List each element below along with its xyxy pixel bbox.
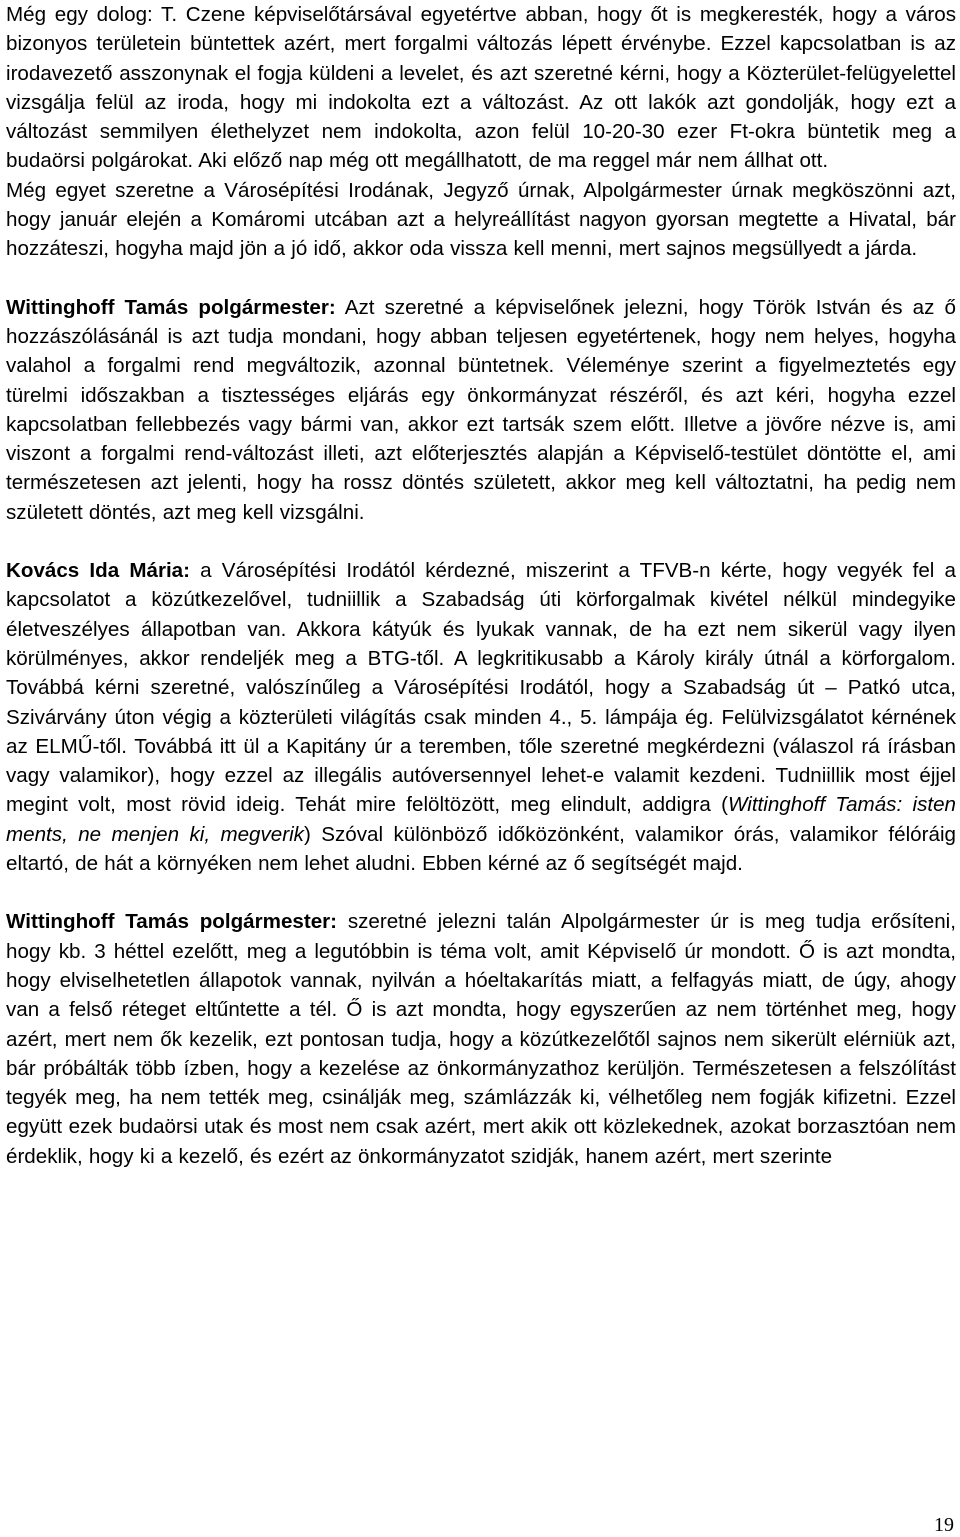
paragraph-polgarmester-2 bbox=[6, 907, 956, 1171]
paragraph-text: Még egyet szeretne a Városépítési Irodának, Jegyző úrnak, Alpolgármester úrnak megköszönni azt, hogy január elején a Komáromi utcában azt a helyreállítást nagyon gyorsan megtette a Hivatal, bár hozzáteszi, hogyha majd jön a jó idő, akkor oda vissza kell menni, mert sajnos megsüllyedt a járda. bbox=[6, 178, 956, 261]
paragraph-komaromi-utca bbox=[6, 176, 956, 264]
paragraph-spacer bbox=[6, 878, 956, 907]
paragraph-text: Azt szeretné a képviselőnek jelezni, hogy Török István és az ő hozzászólásánál is azt tudja mondani, hogy abban teljesen egyetértenek, hogy nem helyes, hogyha valahol a forgalmi rend megváltozik, azonnal büntetnek. Véleménye szerint a figyelmeztetés egy türelmi időszakban a tisztességes eljárás egy önkormányzat részéről, és azt kéri, hogyha ezzel kapcsolatban fellebbezés vagy bármi van, akkor ezt tartsák szem előtt. Illetve a jövőre nézve is, ami viszont a forgalmi rend-változást illeti, azt előterjesztés alapján a Képviselő-testület döntötte el, ami természetesen azt jelenti, hogy ha rossz döntés született, akkor meg kell változtatni, ha pedig nem született döntés, azt meg kell vizsgálni. bbox=[6, 295, 956, 524]
paragraph-forgalmi-valtozas bbox=[6, 0, 956, 176]
paragraph-spacer bbox=[6, 527, 956, 556]
paragraph-text: a Városépítési Irodától kérdezné, miszerint a TFVB-n kérte, hogy vegyék fel a kapcsolatot a közútkezelővel, tudniillik a Szabadság úti körforgalmak kivétel nélkül mindegyike életveszélyes állapotban van. Akkora kátyúk és lyukak vannak, de ha ezt nem sikerül vagy ilyen körülményes, akkor rendeljék meg a BTG-től. A legkritikusabb a Károly király útnál a körforgalom. Továbbá kérni szeretné, valószínűleg a Városépítési Irodától, hogy a Szabadság út – Patkó utca, Szivárvány úton végig a közterületi világítás csak minden 4., 5. lámpája ég. Felülvizsgálatot kérnének az ELMŰ-től. Továbbá itt ül a Kapitány úr a teremben, tőle szeretné megkérdezni (válaszol rá írásban vagy valamikor), hogy ezzel az illegális autóversennyel lehet-e valamit kezdeni. Tudniillik most éjjel megint volt, most rövid ideig. Tehát mire felöltözött, meg elindult, addigra ( bbox=[6, 559, 956, 817]
paragraph-text: Még egy dolog: T. Czene képviselőtársával egyetértve abban, hogy őt is megkeresték, hogy a város bizonyos területein büntettek azért, mert forgalmi változás lépett érvénybe. Ezzel kapcsolatban is az irodavezető asszonynak el fogja küldeni a levelet, és azt szeretné kérni, hogy a Közterület-felügyelettel vizsgálja felül az iroda, hogy mi indokolta ezt a változást. Az ott lakók azt gondolják, hogy ezt a változást semmilyen élethelyzet nem indokolta, azon felül 10-20-30 ezer Ft-okra büntetik meg a budaörsi polgárokat. Aki előző nap még ott megállhatott, de ma reggel már nem állhat ott. bbox=[6, 3, 956, 173]
paragraph-kovacs-ida-maria bbox=[6, 556, 956, 878]
document-page bbox=[6, 0, 956, 1171]
paragraph-text: szeretné jelezni talán Alpolgármester úr is meg tudja erősíteni, hogy kb. 3 héttel ezelőtt, meg a legutóbbin is téma volt, amit Képviselő úr mondott. Ő is azt mondta, hogy elviselhetetlen állapotok vannak, nyilván a hóeltakarítás miatt, a felfagyás miatt, de úgy, ahogy van a felső réteget eltűntette a tél. Ő is azt mondta, hogy egyszerűen az nem történhet meg, hogy azért, mert nem ők kezelik, ezt pontosan tudja, hogy a közútkezelőtől sajnos nem sikerült elérniük azt, bár próbálták több ízben, hogy a kezelése az önkormányzathoz kerüljön. Természetesen a felszólítást tegyék meg, ha nem tették meg, csinálják meg, számlázzák ki, vélhetőleg nem fogják kifizetni. Ezzel együtt ezek budaörsi utak és most nem csak azért, mert akik ott közlekednek, azokat borzasztóan nem érdeklik, hogy ki a kezelő, és ezért az önkormányzatot szidják, hanem azért, mert szerinte bbox=[6, 910, 956, 1168]
speaker-name: Kovács Ida Mária: bbox=[6, 559, 190, 583]
speaker-name: Wittinghoff Tamás polgármester: bbox=[6, 910, 338, 934]
page-number: 19 bbox=[934, 1514, 954, 1536]
interjection-italic: Wittinghoff Tamás: isten ments, ne menjen ki, megverik bbox=[6, 793, 956, 846]
paragraph-spacer bbox=[6, 264, 956, 293]
paragraph-polgarmester-1 bbox=[6, 293, 956, 527]
speaker-name: Wittinghoff Tamás polgármester: bbox=[6, 295, 336, 319]
paragraph-text: ) Szóval különböző időközönként, valamikor órás, valamikor félóráig eltartó, de hát a környéken nem lehet aludni. Ebben kérné az ő segítségét majd. bbox=[6, 822, 956, 876]
